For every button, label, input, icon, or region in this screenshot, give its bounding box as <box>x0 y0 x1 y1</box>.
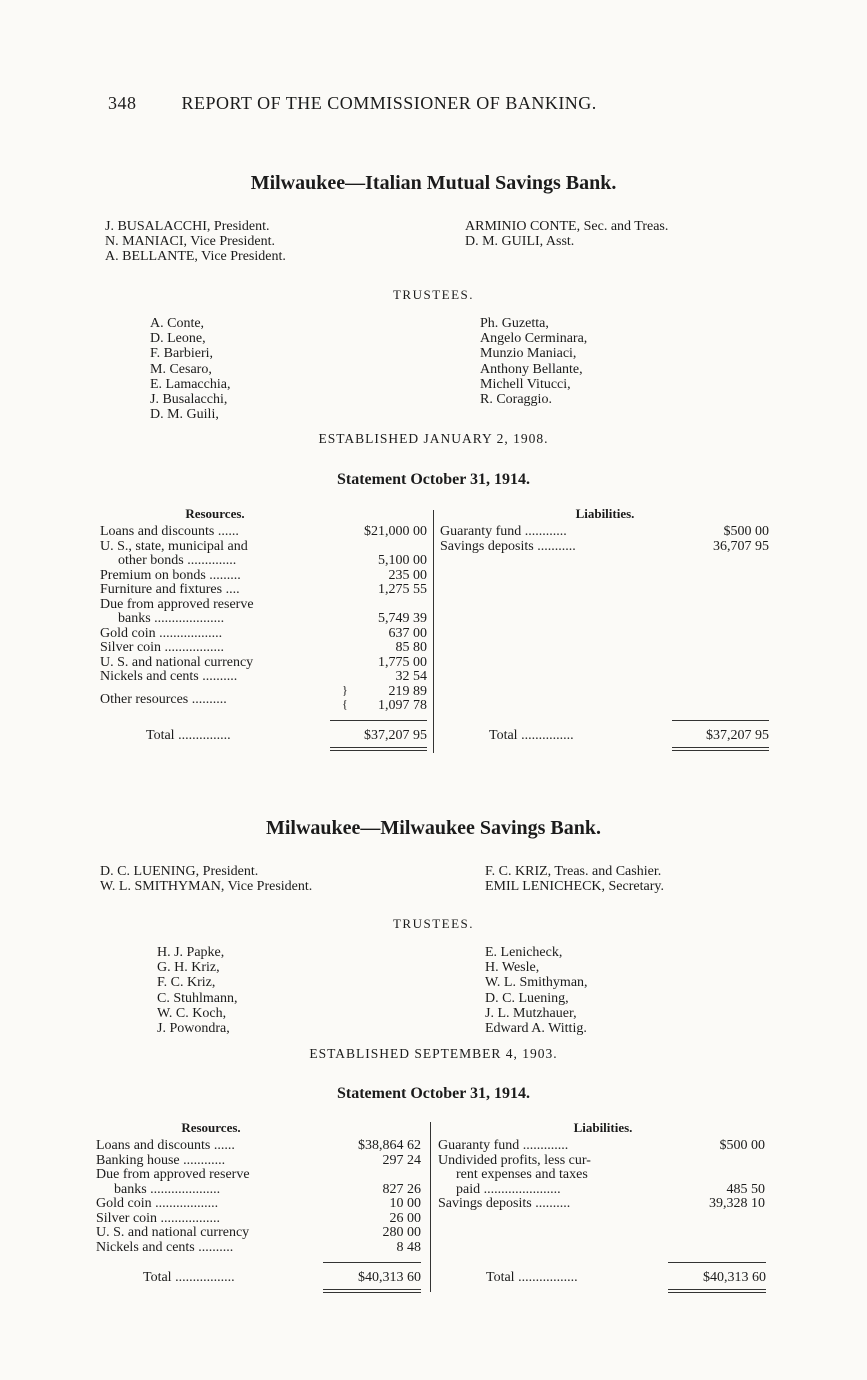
officer: W. L. SMITHYMAN, Vice President. <box>100 879 313 894</box>
table-row: Guaranty fund ............. $500 00 <box>438 1138 765 1153</box>
resources-total: $37,207 95 <box>364 728 427 743</box>
table-row: U. S. and national currency 1,775 00 <box>100 654 427 670</box>
established-date: ESTABLISHED SEPTEMBER 4, 1903. <box>309 1046 558 1061</box>
liabilities-table <box>440 525 769 554</box>
trustee: H. Wesle, <box>485 960 540 976</box>
trustee: Angelo Cerminara, <box>480 331 588 347</box>
statement-heading: Statement October 31, 1914. <box>337 1085 530 1102</box>
trustee: G. H. Kriz, <box>157 960 220 976</box>
trustee: J. Busalacchi, <box>150 392 228 408</box>
officer: D. C. LUENING, President. <box>100 864 259 879</box>
trustee: F. C. Kriz, <box>157 975 216 991</box>
trustees-right <box>485 945 588 1036</box>
trustees-heading: TRUSTEES. <box>392 916 475 931</box>
table-row: Nickels and cents .......... 8 48 <box>96 1239 421 1255</box>
bank-title: Milwaukee—Italian Mutual Savings Bank. <box>250 172 617 194</box>
double-rule <box>330 747 427 748</box>
double-rule <box>672 750 769 751</box>
officers-right <box>465 219 668 249</box>
table-row: Loans and discounts ...... $38,864 62 <box>96 1138 421 1153</box>
trustee: D. C. Luening, <box>485 990 569 1006</box>
trustees-left <box>150 316 230 422</box>
trustees-right <box>480 316 587 407</box>
trustee: E. Lenicheck, <box>485 945 563 960</box>
trustee: W. L. Smithyman, <box>485 975 588 991</box>
report-title: REPORT OF THE COMMISSIONER OF BANKING. <box>181 93 597 113</box>
liabilities-heading: Liabilities. <box>575 506 635 521</box>
table-row: Due from approved reserve <box>96 1167 250 1182</box>
bank-title: Milwaukee—Milwaukee Savings Bank. <box>265 817 602 839</box>
officer: A. BELLANTE, Vice President. <box>105 249 286 264</box>
trustee: A. Conte, <box>150 316 205 331</box>
trustee: Ph. Guzetta, <box>480 316 549 331</box>
table-row: 1,097 78 <box>378 698 427 713</box>
total-rule <box>672 720 769 721</box>
trustee: R. Coraggio. <box>480 392 552 408</box>
officers-right <box>485 864 664 894</box>
page-number: 348 <box>108 93 137 113</box>
brace-icon: } { <box>342 683 348 711</box>
resources-total: $40,313 60 <box>358 1270 421 1285</box>
trustee: F. Barbieri, <box>150 346 214 362</box>
resources-heading: Resources. <box>185 506 245 521</box>
table-row: 219 89 <box>388 683 427 699</box>
table-row: Silver coin ................. 85 80 <box>100 640 427 655</box>
total-label: Total ................. <box>486 1270 578 1285</box>
table-row: Furniture and fixtures .... 1,275 55 <box>100 582 427 597</box>
resources-table <box>96 1139 421 1255</box>
trustee: Anthony Bellante, <box>480 361 583 377</box>
double-rule <box>668 1292 766 1293</box>
trustee: D. Leone, <box>150 331 206 347</box>
trustee: W. C. Koch, <box>157 1005 227 1021</box>
trustee: Munzio Maniaci, <box>480 346 577 362</box>
table-row: Savings deposits ........... 36,707 95 <box>440 538 769 554</box>
resources-heading: Resources. <box>181 1120 241 1135</box>
table-row: Nickels and cents .......... 32 54 <box>100 669 427 684</box>
table-row: banks .................... 5,749 39 <box>118 611 427 626</box>
table-row: Guaranty fund ............ $500 00 <box>440 524 769 539</box>
double-rule <box>668 1289 766 1290</box>
trustees-left <box>157 945 238 1036</box>
double-rule <box>672 747 769 748</box>
column-divider <box>430 1122 431 1292</box>
table-row: U. S. and national currency 280 00 <box>96 1225 421 1240</box>
liabilities-total: $40,313 60 <box>703 1270 766 1285</box>
total-label: Total ............... <box>489 728 574 743</box>
table-row: rent expenses and taxes <box>456 1167 588 1182</box>
column-divider <box>433 510 434 753</box>
total-rule <box>330 720 427 721</box>
table-row: Premium on bonds ......... 235 00 <box>100 567 427 583</box>
double-rule <box>323 1292 421 1293</box>
trustee: J. L. Mutzhauer, <box>485 1005 577 1021</box>
table-row: Due from approved reserve <box>100 596 254 612</box>
trustee: D. M. Guili, <box>150 407 219 423</box>
trustee: M. Cesaro, <box>150 361 212 377</box>
liabilities-table <box>438 1139 765 1212</box>
officers-left <box>105 219 286 264</box>
table-row: U. S., state, municipal and <box>100 538 248 554</box>
officers-left <box>100 864 312 894</box>
trustee: C. Stuhlmann, <box>157 990 238 1006</box>
officer: EMIL LENICHECK, Secretary. <box>485 879 664 894</box>
table-row: Undivided profits, less cur- <box>438 1152 591 1168</box>
total-rule <box>668 1262 766 1263</box>
trustee: H. J. Papke, <box>157 945 225 960</box>
table-row: paid ...................... 485 50 <box>456 1181 765 1197</box>
table-row: banks .................... 827 26 <box>114 1181 421 1197</box>
total-rule <box>323 1262 421 1263</box>
table-row: Gold coin .................. 637 00 <box>100 625 427 641</box>
liabilities-total: $37,207 95 <box>706 728 769 743</box>
officer: F. C. KRIZ, Treas. and Cashier. <box>485 864 662 879</box>
table-row: other bonds .............. 5,100 00 <box>118 553 427 568</box>
liabilities-heading: Liabilities. <box>573 1120 633 1135</box>
double-rule <box>330 750 427 751</box>
trustee: E. Lamacchia, <box>150 376 231 392</box>
total-label: Total ................. <box>143 1270 235 1285</box>
table-row: Banking house ............ 297 24 <box>96 1152 421 1168</box>
trustee: Edward A. Wittig. <box>485 1021 587 1037</box>
table-row: Loans and discounts ...... $21,000 00 <box>100 524 427 539</box>
trustee: J. Powondra, <box>157 1021 230 1037</box>
double-rule <box>323 1289 421 1290</box>
officer: N. MANIACI, Vice President. <box>105 234 275 249</box>
other-resources-label: Other resources .......... <box>100 692 227 707</box>
table-row: Silver coin ................. 26 00 <box>96 1210 421 1226</box>
officer: D. M. GUILI, Asst. <box>465 234 575 249</box>
total-label: Total ............... <box>146 728 231 743</box>
officer: ARMINIO CONTE, Sec. and Treas. <box>465 219 669 234</box>
statement-heading: Statement October 31, 1914. <box>337 471 530 488</box>
resources-table <box>100 525 427 714</box>
running-header <box>108 93 597 114</box>
trustees-heading: TRUSTEES. <box>392 287 475 302</box>
table-row: Savings deposits .......... 39,328 10 <box>438 1196 765 1211</box>
established-date: ESTABLISHED JANUARY 2, 1908. <box>318 431 549 446</box>
table-row: Gold coin .................. 10 00 <box>96 1196 421 1211</box>
trustee: Michell Vitucci, <box>480 376 571 392</box>
officer: J. BUSALACCHI, President. <box>105 219 270 234</box>
